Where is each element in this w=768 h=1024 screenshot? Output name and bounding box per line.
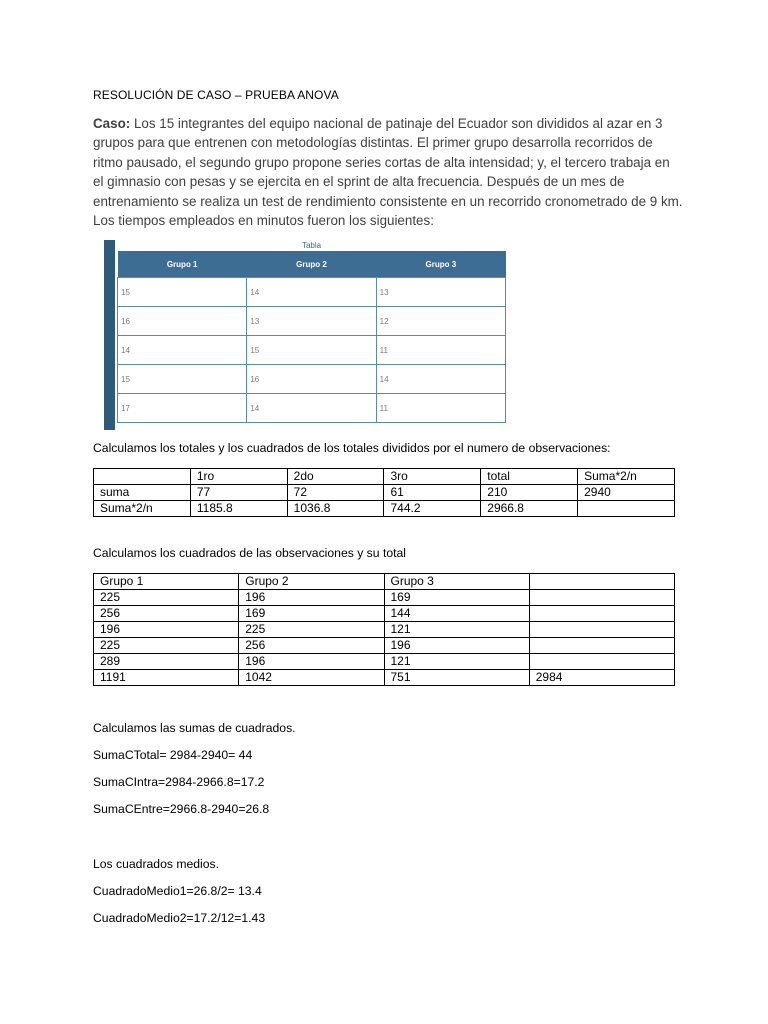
table-cell: 210 (481, 485, 578, 501)
table-row (94, 574, 675, 590)
table-header: Grupo 1 (118, 251, 247, 278)
case-paragraph (93, 114, 683, 230)
table-cell: 169 (384, 590, 529, 606)
table-cell: Suma*2/n (94, 501, 191, 517)
table-cell: 2966.8 (481, 501, 578, 517)
table-cell: 289 (94, 654, 239, 670)
table-cell: 225 (94, 590, 239, 606)
table-cell: suma (94, 485, 191, 501)
table-row (94, 654, 675, 670)
table-cell: 2do (287, 469, 384, 485)
table-row (118, 307, 506, 336)
table-cell: 16 (247, 365, 376, 394)
table-row (118, 394, 506, 423)
table-cell: 15 (247, 336, 376, 365)
table-cell: 121 (384, 622, 529, 638)
table-cell: 14 (247, 278, 376, 307)
table-row (94, 485, 675, 501)
means-intro: Los cuadrados medios. (93, 857, 220, 871)
table-row (118, 336, 506, 365)
table-cell: 751 (384, 670, 529, 686)
table-cell (94, 469, 191, 485)
table-cell: 744.2 (384, 501, 481, 517)
table-cell: 17 (118, 394, 247, 423)
table-cell: 12 (376, 307, 505, 336)
table-cell: 225 (94, 638, 239, 654)
case-text: Los 15 integrantes del equipo nacional de patinaje del Ecuador son divididos al azar en 3 grupos para que entrenen con metodologías distintas. El primer grupo desarrolla recorridos de ritmo pausado, el segundo grupo propone series cortas de alta intensidad; y, el tercero trabaja en el gimnasio con pesas y se ejercita en el sprint de alta frecuencia. Después de un mes de entrenamiento se realiza un test de rendimiento consistente en un recorrido cronometrado de 9 km. Los tiempos empleados en minutos fueron los siguientes: (93, 116, 683, 229)
table-cell: 14 (247, 394, 376, 423)
table-cell: Grupo 2 (239, 574, 384, 590)
table-cell: 15 (118, 278, 247, 307)
table-cell: 256 (239, 638, 384, 654)
table-cell: 225 (239, 622, 384, 638)
data-table-image (104, 240, 506, 430)
table-row (94, 670, 675, 686)
table-cell (529, 654, 674, 670)
table-caption: Tabla (301, 241, 322, 250)
table-row (94, 622, 675, 638)
table-cell (529, 574, 674, 590)
table-row (118, 278, 506, 307)
suma-entre: SumaCEntre=2966.8-2940=26.8 (93, 802, 270, 816)
table-cell: 144 (384, 606, 529, 622)
sums-intro: Calculamos las sumas de cuadrados. (93, 721, 296, 735)
table-cell: 11 (376, 336, 505, 365)
table-header: Grupo 3 (376, 251, 505, 278)
table-row (118, 365, 506, 394)
table-cell: 15 (118, 365, 247, 394)
table-row (94, 501, 675, 517)
table-cell: Suma*2/n (578, 469, 675, 485)
table-side-bar (104, 240, 115, 430)
table-cell: Grupo 3 (384, 574, 529, 590)
table-cell: 3ro (384, 469, 481, 485)
table-row (94, 638, 675, 654)
table-cell: 196 (94, 622, 239, 638)
table-cell: 1036.8 (287, 501, 384, 517)
table-cell: 196 (239, 654, 384, 670)
suma-total: SumaCTotal= 2984-2940= 44 (93, 748, 253, 762)
document-title: RESOLUCIÓN DE CASO – PRUEBA ANOVA (93, 88, 339, 102)
cuadrado-medio-2: CuadradoMedio2=17.2/12=1.43 (93, 911, 266, 925)
table-cell: 14 (376, 365, 505, 394)
table-cell: 1042 (239, 670, 384, 686)
table-header: Grupo 2 (247, 251, 376, 278)
table-cell: 13 (247, 307, 376, 336)
table-cell: 169 (239, 606, 384, 622)
table-cell: 2940 (578, 485, 675, 501)
table-cell (529, 622, 674, 638)
table-cell: total (481, 469, 578, 485)
squares-intro: Calculamos los cuadrados de las observaciones y su total (93, 546, 406, 560)
table-cell: 1ro (190, 469, 287, 485)
table-cell: 11 (376, 394, 505, 423)
cuadrado-medio-1: CuadradoMedio1=26.8/2= 13.4 (93, 884, 262, 898)
table-cell: 16 (118, 307, 247, 336)
table-cell (578, 501, 675, 517)
table-cell (529, 606, 674, 622)
table-cell: 256 (94, 606, 239, 622)
table-cell: 121 (384, 654, 529, 670)
table-row (94, 606, 675, 622)
table-cell: 1191 (94, 670, 239, 686)
table-cell: 13 (376, 278, 505, 307)
totals-intro: Calculamos los totales y los cuadrados de los totales divididos por el numero de observaciones: (93, 441, 611, 455)
table-cell: 14 (118, 336, 247, 365)
table-cell: 196 (239, 590, 384, 606)
totals-table (93, 468, 675, 517)
squares-table (93, 573, 675, 686)
table-cell: 196 (384, 638, 529, 654)
times-table (117, 251, 506, 423)
table-cell (529, 590, 674, 606)
table-cell: Grupo 1 (94, 574, 239, 590)
table-row (94, 469, 675, 485)
table-cell: 77 (190, 485, 287, 501)
table-cell: 2984 (529, 670, 674, 686)
table-cell: 61 (384, 485, 481, 501)
table-cell: 1185.8 (190, 501, 287, 517)
case-label: Caso: (93, 116, 131, 131)
table-cell: 72 (287, 485, 384, 501)
suma-intra: SumaCIntra=2984-2966.8=17.2 (93, 775, 265, 789)
table-row (94, 590, 675, 606)
table-cell (529, 638, 674, 654)
